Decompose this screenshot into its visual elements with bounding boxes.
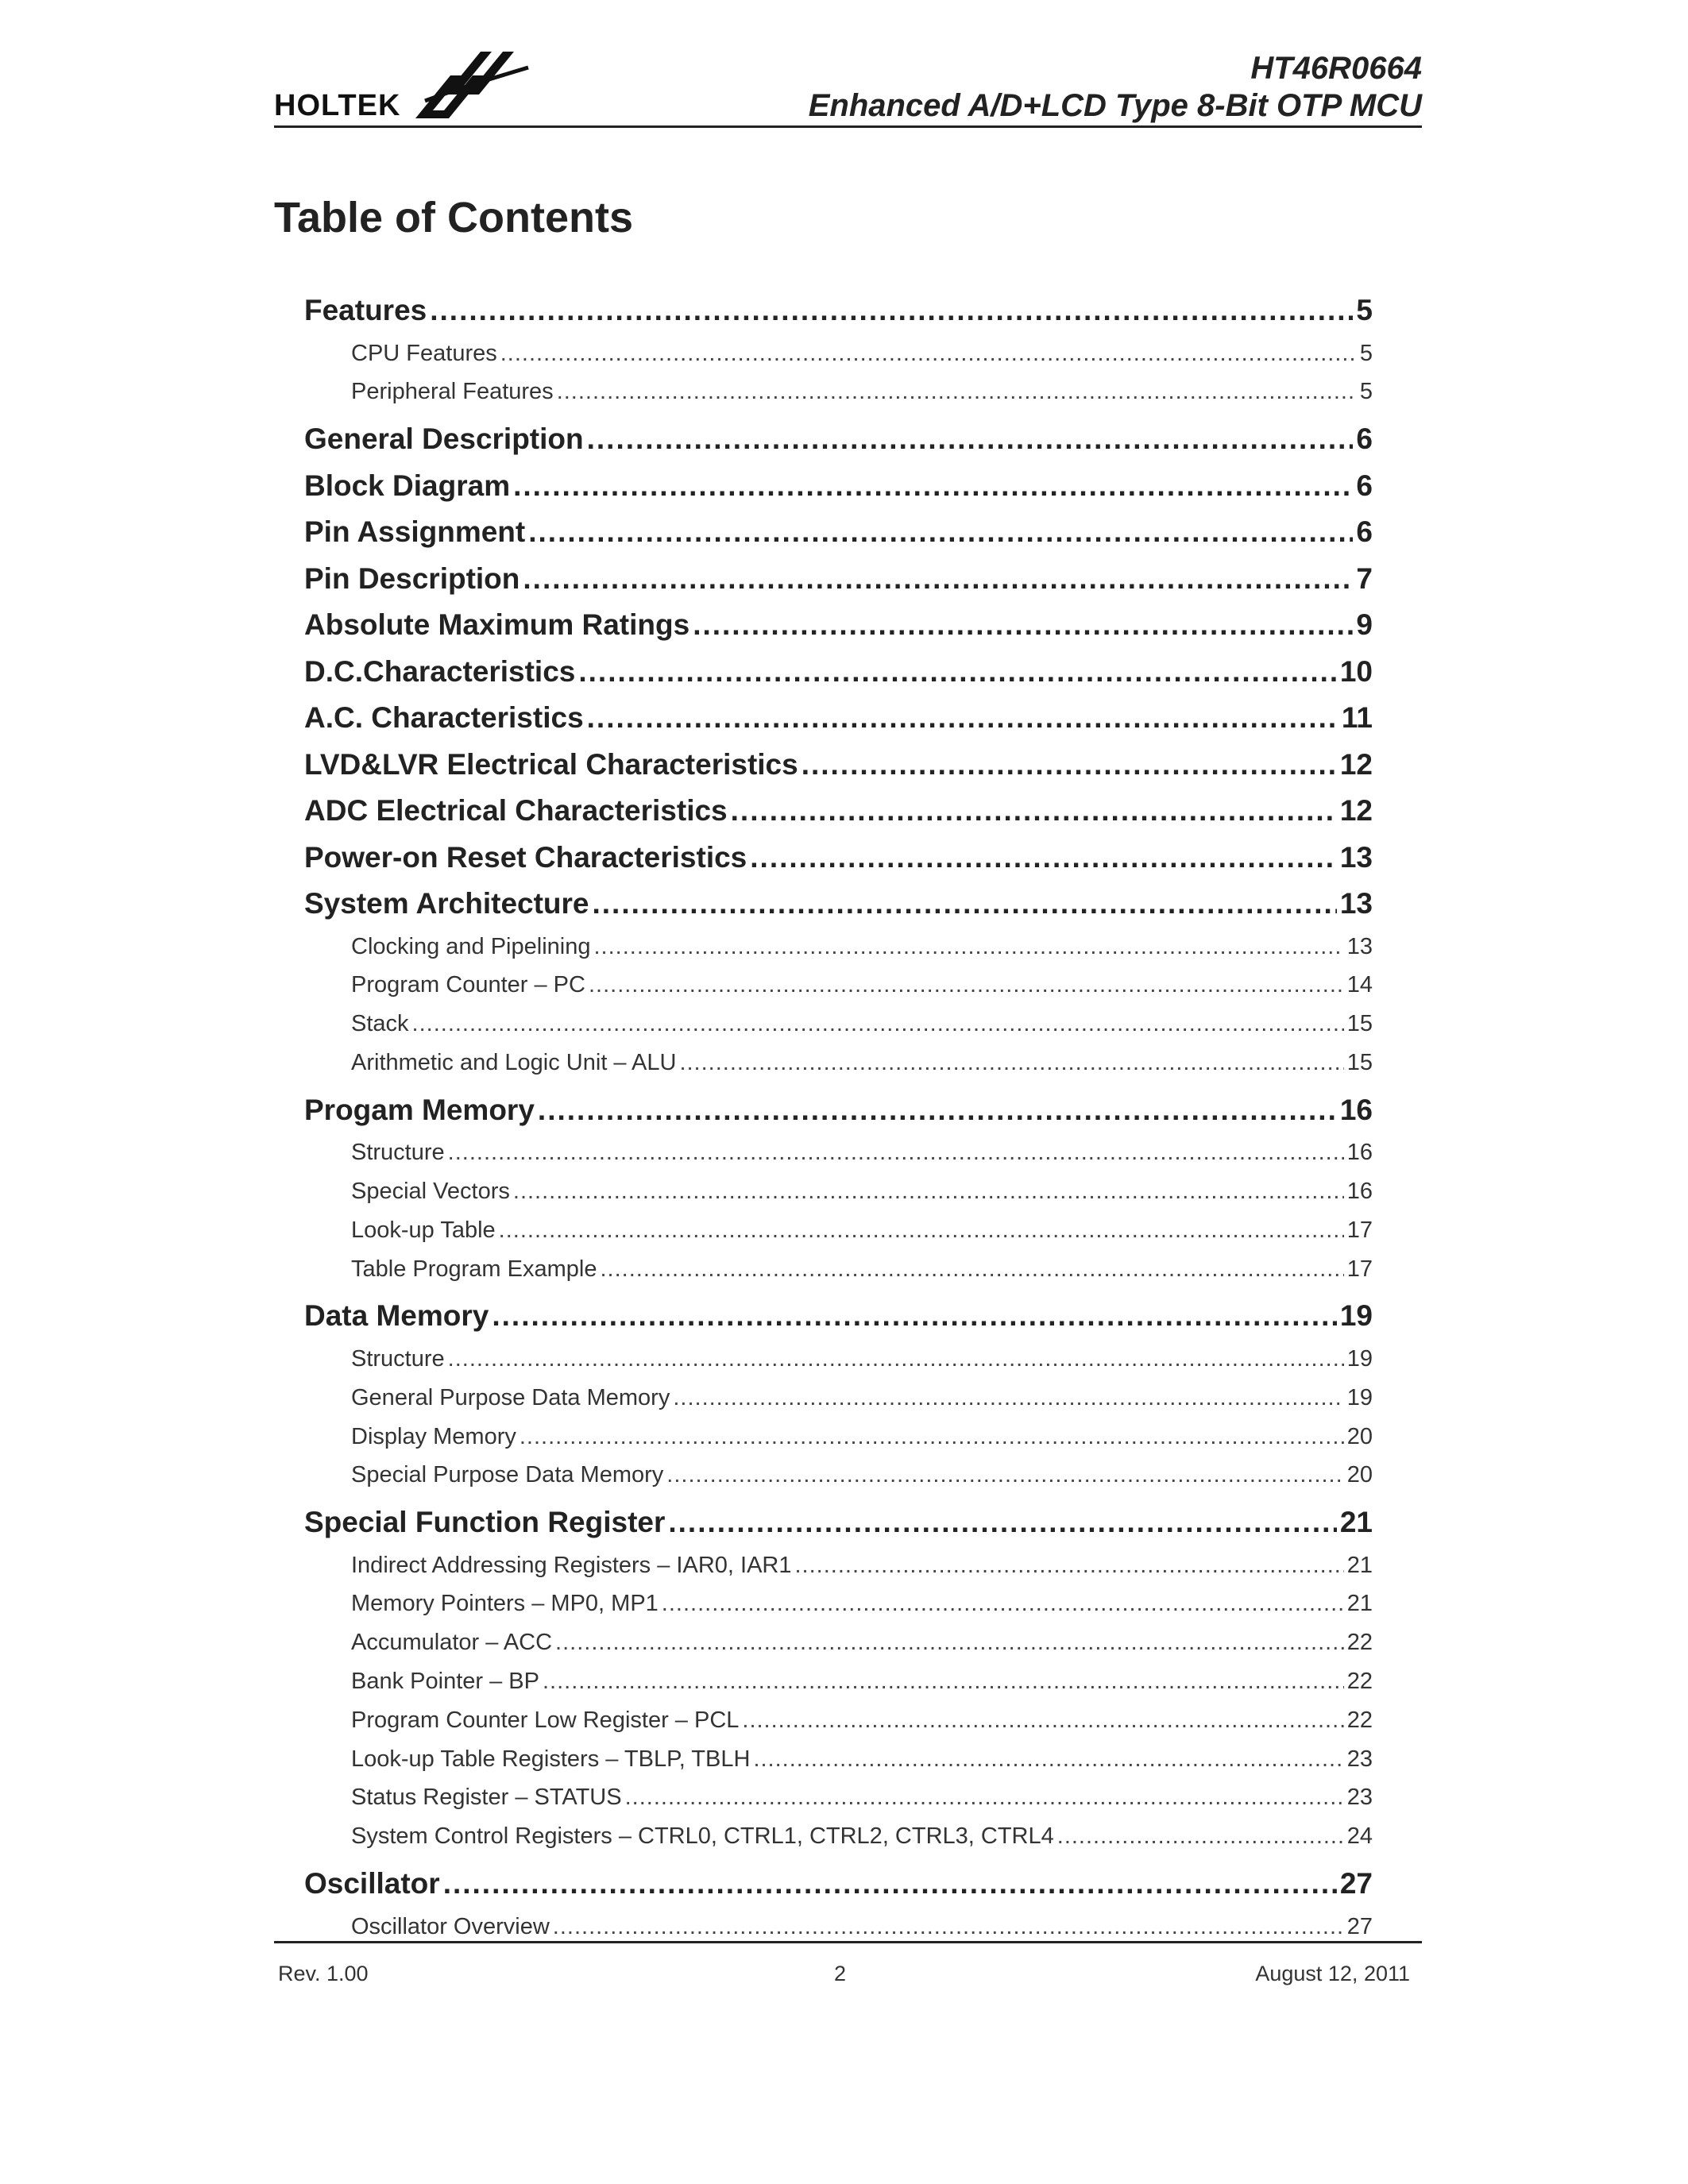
toc-entry-title: Absolute Maximum Ratings: [304, 608, 690, 642]
dot-leader: [753, 1740, 1343, 1779]
dot-leader: [593, 928, 1343, 967]
toc-subsection-entry[interactable]: [304, 1418, 1373, 1457]
toc-subsection-entry[interactable]: [304, 1740, 1373, 1779]
dot-leader: [430, 287, 1353, 334]
dot-leader: [593, 881, 1337, 928]
dot-leader: [662, 1584, 1344, 1623]
toc-entry-title: ADC Electrical Characteristics: [304, 794, 728, 828]
toc-entry-title: Peripheral Features: [351, 379, 554, 405]
toc-entry-title: Special Function Register: [304, 1506, 666, 1539]
toc-entry-title: Oscillator: [304, 1867, 440, 1900]
dot-leader: [731, 788, 1337, 835]
toc-subsection-entry[interactable]: [304, 1908, 1373, 1947]
footer-date: August 12, 2011: [1255, 1962, 1410, 1985]
toc-subsection-entry[interactable]: [304, 1044, 1373, 1082]
dot-leader: [448, 1133, 1344, 1172]
toc-section-entry[interactable]: [304, 556, 1373, 603]
toc-entry-page: 13: [1346, 933, 1373, 959]
toc-subsection-entry[interactable]: [304, 1817, 1373, 1856]
toc-section-entry[interactable]: [304, 602, 1373, 649]
toc-entry-title: Features: [304, 294, 427, 326]
toc-entry-title: A.C. Characteristics: [304, 701, 584, 735]
toc-entry-title: Bank Pointer – BP: [351, 1669, 539, 1695]
toc-entry-title: General Description: [304, 423, 584, 456]
dot-leader: [693, 602, 1353, 649]
toc-subsection-entry[interactable]: [304, 1250, 1373, 1289]
toc-section-entry[interactable]: [304, 463, 1373, 510]
toc-entry-page: 22: [1346, 1707, 1373, 1733]
page-header: [274, 44, 1422, 129]
toc-entry-page: 27: [1346, 1913, 1373, 1939]
header-title-block: [809, 50, 1422, 125]
toc-entry-page: 15: [1346, 1011, 1373, 1037]
dot-leader: [666, 1456, 1343, 1495]
toc-section-entry[interactable]: [304, 835, 1373, 882]
toc-section-entry[interactable]: [304, 742, 1373, 789]
toc-subsection-entry[interactable]: [304, 1456, 1373, 1495]
dot-leader: [448, 1340, 1344, 1379]
toc-entry-page: 20: [1346, 1462, 1373, 1488]
table-of-contents: [304, 287, 1373, 1946]
toc-entry-title: System Architecture: [304, 887, 589, 920]
toc-section-entry[interactable]: [304, 788, 1373, 835]
dot-leader: [1057, 1817, 1344, 1856]
toc-entry-title: Special Vectors: [351, 1179, 510, 1205]
toc-entry-page: 23: [1346, 1785, 1373, 1811]
toc-entry-page: 14: [1346, 972, 1373, 998]
toc-entry-page: 9: [1356, 608, 1373, 642]
dot-leader: [555, 1623, 1344, 1662]
dot-leader: [513, 463, 1353, 510]
dot-leader: [587, 416, 1354, 463]
revision-label: Rev. 1.00: [278, 1962, 369, 1985]
toc-section-entry[interactable]: [304, 1087, 1373, 1134]
toc-subsection-entry[interactable]: [304, 1623, 1373, 1662]
dot-leader: [742, 1701, 1343, 1740]
toc-entry-title: Program Counter Low Register – PCL: [351, 1707, 740, 1733]
toc-subsection-entry[interactable]: [304, 1133, 1373, 1172]
dot-leader: [513, 1172, 1344, 1211]
toc-entry-page: 15: [1346, 1049, 1373, 1075]
toc-entry-page: 12: [1339, 747, 1373, 781]
toc-entry-title: Table Program Example: [351, 1256, 597, 1282]
toc-entry-page: 21: [1346, 1591, 1373, 1617]
toc-entry-page: 16: [1346, 1140, 1373, 1166]
document-subtitle: Enhanced A/D+LCD Type 8-Bit OTP MCU: [808, 88, 1422, 123]
dot-leader: [557, 372, 1357, 411]
toc-entry-title: Pin Description: [304, 561, 520, 595]
dot-leader: [523, 556, 1353, 603]
toc-entry-page: 17: [1346, 1256, 1373, 1282]
toc-entry-title: Progam Memory: [304, 1093, 535, 1126]
dot-leader: [673, 1379, 1343, 1418]
toc-entry-page: 13: [1339, 887, 1373, 920]
toc-entry-title: Structure: [351, 1140, 445, 1166]
toc-section-entry[interactable]: [304, 287, 1373, 334]
dot-leader: [587, 695, 1338, 742]
toc-entry-title: LVD&LVR Electrical Characteristics: [304, 747, 798, 781]
toc-entry-page: 13: [1339, 840, 1373, 874]
toc-entry-page: 10: [1339, 654, 1373, 688]
toc-entry-page: 6: [1356, 423, 1373, 456]
page-title: Table of Contents: [274, 194, 633, 241]
toc-subsection-entry[interactable]: [304, 966, 1373, 1005]
dot-leader: [679, 1044, 1343, 1082]
dot-leader: [578, 649, 1336, 696]
toc-section-entry[interactable]: [304, 1861, 1373, 1908]
toc-subsection-entry[interactable]: [304, 1172, 1373, 1211]
toc-section-entry[interactable]: [304, 509, 1373, 556]
toc-entry-page: 7: [1356, 561, 1373, 595]
toc-subsection-entry[interactable]: [304, 334, 1373, 373]
toc-entry-page: 5: [1356, 294, 1373, 326]
dot-leader: [443, 1861, 1337, 1908]
toc-entry-title: D.C.Characteristics: [304, 654, 576, 688]
toc-entry-title: Data Memory: [304, 1299, 489, 1333]
toc-entry-page: 6: [1356, 469, 1373, 502]
toc-section-entry[interactable]: [304, 1499, 1373, 1546]
dot-leader: [520, 1418, 1344, 1457]
toc-entry-page: 17: [1346, 1217, 1373, 1243]
toc-entry-page: 16: [1346, 1179, 1373, 1205]
toc-entry-page: 12: [1339, 794, 1373, 828]
toc-entry-page: 6: [1356, 515, 1373, 549]
toc-section-entry[interactable]: [304, 649, 1373, 696]
toc-entry-title: Accumulator – ACC: [351, 1630, 553, 1656]
toc-subsection-entry[interactable]: [304, 928, 1373, 967]
toc-entry-page: 21: [1339, 1506, 1373, 1539]
toc-subsection-entry[interactable]: [304, 1662, 1373, 1701]
dot-leader: [492, 1293, 1336, 1340]
toc-entry-title: General Purpose Data Memory: [351, 1384, 670, 1410]
dot-leader: [750, 835, 1337, 882]
toc-entry-title: System Control Registers – CTRL0, CTRL1, CTRL2, CTRL3, CTRL4: [351, 1823, 1054, 1850]
dot-leader: [794, 1546, 1343, 1585]
toc-entry-title: Indirect Addressing Registers – IAR0, IAR1: [351, 1552, 792, 1578]
dot-leader: [543, 1662, 1344, 1701]
footer-divider: [274, 1941, 1422, 1943]
toc-entry-page: 5: [1359, 379, 1373, 405]
toc-entry-page: 5: [1359, 340, 1373, 366]
toc-entry-page: 27: [1339, 1867, 1373, 1900]
toc-entry-title: CPU Features: [351, 340, 497, 366]
toc-entry-page: 22: [1346, 1669, 1373, 1695]
part-number: HT46R0664: [1250, 51, 1422, 86]
holtek-logo-icon: [409, 45, 536, 125]
toc-section-entry[interactable]: [304, 416, 1373, 463]
dot-leader: [538, 1087, 1337, 1134]
dot-leader: [500, 334, 1357, 373]
toc-entry-page: 16: [1339, 1093, 1373, 1126]
dot-leader: [600, 1250, 1343, 1289]
holtek-logo: [274, 44, 536, 129]
toc-entry-title: Pin Assignment: [304, 515, 526, 549]
toc-entry-title: Block Diagram: [304, 469, 511, 502]
toc-subsection-entry[interactable]: [304, 1546, 1373, 1585]
logo-text: HOLTEK: [274, 89, 401, 122]
dot-leader: [589, 966, 1344, 1005]
page-number: 2: [834, 1962, 847, 1985]
toc-subsection-entry[interactable]: [304, 1005, 1373, 1044]
toc-entry-title: Program Counter – PC: [351, 972, 585, 998]
toc-section-entry[interactable]: [304, 695, 1373, 742]
dot-leader: [499, 1211, 1344, 1250]
toc-entry-title: Structure: [351, 1345, 445, 1372]
toc-subsection-entry[interactable]: [304, 1584, 1373, 1623]
toc-entry-page: 19: [1346, 1345, 1373, 1372]
toc-entry-page: 11: [1341, 701, 1373, 735]
dot-leader: [412, 1005, 1344, 1044]
dot-leader: [553, 1908, 1344, 1947]
toc-entry-page: 20: [1346, 1423, 1373, 1449]
dot-leader: [668, 1499, 1336, 1546]
toc-entry-page: 24: [1346, 1823, 1373, 1850]
dot-leader: [625, 1778, 1344, 1817]
toc-subsection-entry[interactable]: [304, 1211, 1373, 1250]
toc-entry-title: Stack: [351, 1011, 409, 1037]
toc-subsection-entry[interactable]: [304, 1778, 1373, 1817]
toc-subsection-entry[interactable]: [304, 1379, 1373, 1418]
toc-subsection-entry[interactable]: [304, 372, 1373, 411]
dot-leader: [802, 742, 1337, 789]
toc-entry-title: Look-up Table Registers – TBLP, TBLH: [351, 1746, 751, 1772]
toc-entry-page: 19: [1339, 1299, 1373, 1333]
toc-entry-title: Power-on Reset Characteristics: [304, 840, 747, 874]
toc-entry-page: 23: [1346, 1746, 1373, 1772]
toc-section-entry[interactable]: [304, 1293, 1373, 1340]
toc-subsection-entry[interactable]: [304, 1701, 1373, 1740]
toc-entry-title: Display Memory: [351, 1423, 516, 1449]
toc-entry-title: Special Purpose Data Memory: [351, 1462, 664, 1488]
toc-entry-title: Memory Pointers – MP0, MP1: [351, 1591, 659, 1617]
toc-entry-title: Oscillator Overview: [351, 1913, 550, 1939]
toc-entry-page: 22: [1346, 1630, 1373, 1656]
header-divider: [274, 125, 1422, 128]
toc-entry-page: 19: [1346, 1384, 1373, 1410]
toc-entry-title: Look-up Table: [351, 1217, 496, 1243]
dot-leader: [528, 509, 1353, 556]
toc-entry-page: 21: [1346, 1552, 1373, 1578]
toc-section-entry[interactable]: [304, 881, 1373, 928]
toc-entry-title: Status Register – STATUS: [351, 1785, 622, 1811]
toc-entry-title: Clocking and Pipelining: [351, 933, 591, 959]
toc-entry-title: Arithmetic and Logic Unit – ALU: [351, 1049, 677, 1075]
toc-subsection-entry[interactable]: [304, 1340, 1373, 1379]
